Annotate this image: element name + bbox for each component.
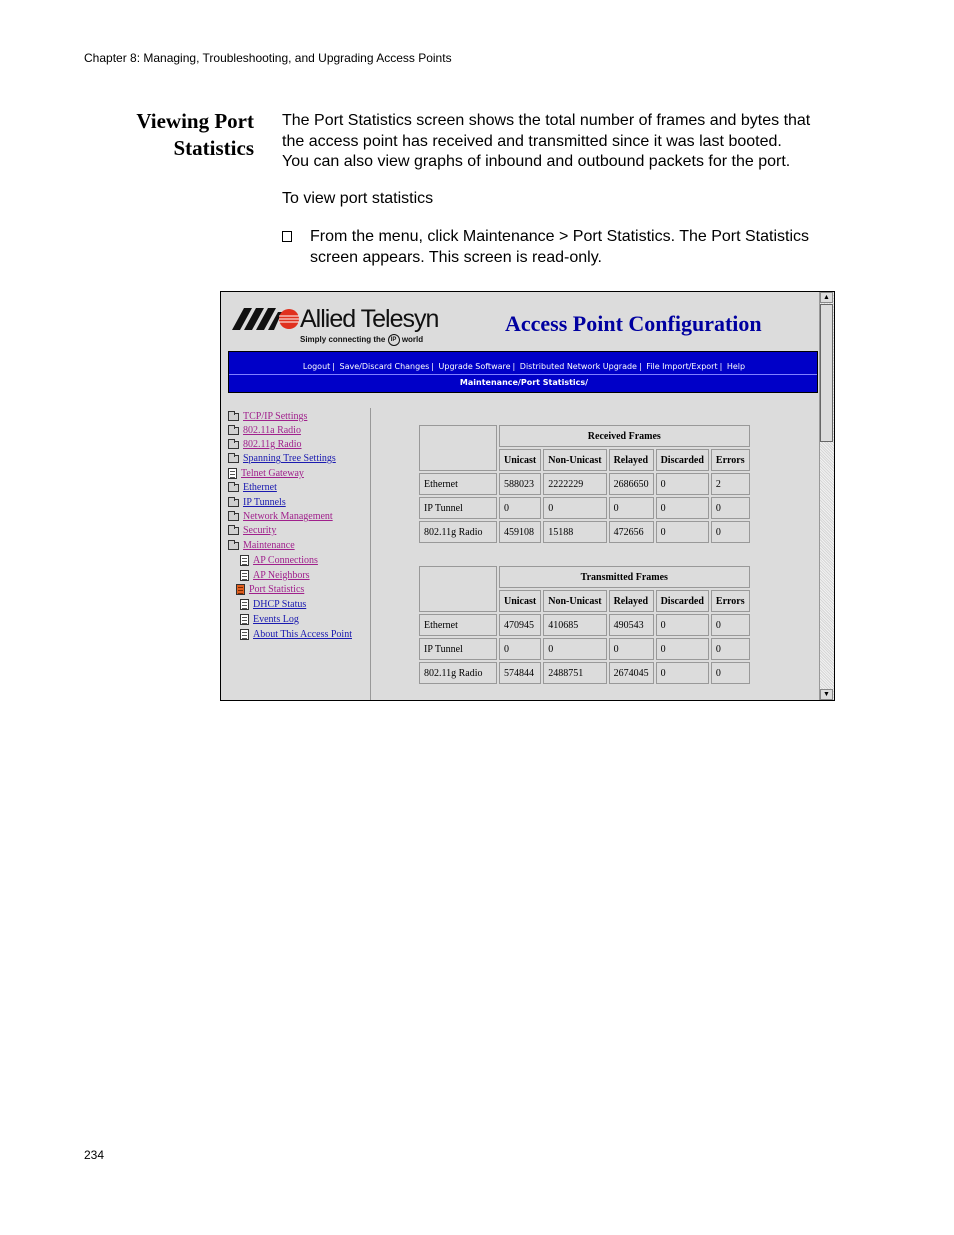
table-header-row xyxy=(419,566,750,588)
document-icon xyxy=(240,555,249,566)
table-cell: 2488751 xyxy=(543,662,606,684)
procedure-step xyxy=(282,227,844,268)
table-cell: 470945 xyxy=(499,614,541,636)
table-cell: 410685 xyxy=(543,614,606,636)
column-header: Relayed xyxy=(609,590,654,612)
table-cell: 0 xyxy=(656,638,709,660)
navigation-tree xyxy=(228,408,371,700)
tree-item-ip-tunnels[interactable] xyxy=(228,496,286,510)
tree-item-label[interactable]: 802.11g Radio xyxy=(243,439,302,450)
tree-item-label[interactable]: AP Neighbors xyxy=(253,570,310,581)
table-row xyxy=(419,662,750,684)
column-header: Non-Unicast xyxy=(543,590,606,612)
table-cell: 459108 xyxy=(499,521,541,543)
folder-icon xyxy=(228,427,239,435)
row-label: 802.11g Radio xyxy=(419,662,497,684)
intro-line: You can also view graphs of inbound and outbound packets for the port. xyxy=(282,153,791,170)
column-header: Discarded xyxy=(656,590,709,612)
table-cell: 588023 xyxy=(499,473,541,495)
table-cell: 2222229 xyxy=(543,473,606,495)
tree-item-port-statistics[interactable] xyxy=(236,583,304,597)
folder-icon xyxy=(228,413,239,421)
tree-item-ap-connections[interactable] xyxy=(240,554,318,568)
tagline-text: Simply connecting the xyxy=(300,335,386,345)
chapter-header: Chapter 8: Managing, Troubleshooting, and Upgrading Access Points xyxy=(84,51,452,65)
tree-item-ap-neighbors[interactable] xyxy=(240,569,310,583)
table-cell: 0 xyxy=(711,638,750,660)
scroll-thumb[interactable] xyxy=(820,304,833,442)
folder-icon xyxy=(228,527,239,535)
table-row xyxy=(419,473,750,495)
table-cell: 15188 xyxy=(543,521,606,543)
tree-item-telnet-gateway[interactable] xyxy=(228,467,304,481)
banner xyxy=(226,295,820,351)
table-cell: 0 xyxy=(711,521,750,543)
brand-name: Allied Telesyn xyxy=(300,305,439,333)
column-header: Unicast xyxy=(499,449,541,471)
column-header: Errors xyxy=(711,590,750,612)
table-cell: 0 xyxy=(711,662,750,684)
document-icon xyxy=(240,614,249,625)
tree-item-network-management[interactable] xyxy=(228,510,333,524)
table-title: Transmitted Frames xyxy=(499,566,750,588)
table-row xyxy=(419,614,750,636)
row-label: 802.11g Radio xyxy=(419,521,497,543)
tagline-text: world xyxy=(401,335,424,345)
table-cell: 472656 xyxy=(609,521,654,543)
table-cell: 0 xyxy=(609,638,654,660)
tree-item-label[interactable]: Telnet Gateway xyxy=(241,468,304,479)
table-cell: 0 xyxy=(609,497,654,519)
step-line: From the menu, click Maintenance > Port Statistics. The Port Statistics xyxy=(310,228,810,245)
tree-item-events-log[interactable] xyxy=(240,613,299,627)
intro-line: the access point has received and transmitted since it was last booted. xyxy=(282,132,782,150)
table-title: Received Frames xyxy=(499,425,750,447)
row-label: Ethernet xyxy=(419,614,497,636)
port-statistics-screenshot xyxy=(220,291,835,701)
tree-item-80211a-radio[interactable] xyxy=(228,424,301,438)
table-cell: 490543 xyxy=(609,614,654,636)
received-frames-table xyxy=(417,423,752,545)
row-label: IP Tunnel xyxy=(419,497,497,519)
table-header-row xyxy=(419,425,750,447)
tree-item-label[interactable]: Ethernet xyxy=(243,482,277,493)
tree-item-security[interactable] xyxy=(228,524,276,538)
tree-item-label[interactable]: IP Tunnels xyxy=(243,497,286,508)
brand-tagline xyxy=(300,334,423,346)
nav-link-distributed-upgrade[interactable]: Distributed Network Upgrade xyxy=(519,362,637,371)
document-icon xyxy=(240,599,249,610)
nav-link-help[interactable]: Help xyxy=(726,362,746,371)
table-cell: 0 xyxy=(499,638,541,660)
allied-telesyn-logo-icon xyxy=(232,308,300,330)
table-cell: 0 xyxy=(711,614,750,636)
tree-item-about[interactable] xyxy=(240,628,352,642)
page-number: 234 xyxy=(84,1148,105,1162)
table-cell: 0 xyxy=(499,497,541,519)
table-cell: 0 xyxy=(656,473,709,495)
nav-link-logout[interactable]: Logout xyxy=(302,362,331,371)
scroll-up-icon[interactable]: ▲ xyxy=(820,292,833,303)
breadcrumb: Maintenance/Port Statistics/ xyxy=(459,378,589,387)
step-line: screen appears. This screen is read-only. xyxy=(310,248,602,266)
navigation-bar xyxy=(228,351,818,393)
tree-item-ethernet[interactable] xyxy=(228,481,277,495)
row-label: IP Tunnel xyxy=(419,638,497,660)
column-header: Discarded xyxy=(656,449,709,471)
folder-icon xyxy=(228,484,239,492)
tree-item-spanning-tree[interactable] xyxy=(228,452,336,466)
browser-viewport xyxy=(226,295,820,700)
tree-item-label[interactable]: TCP/IP Settings xyxy=(243,411,308,422)
scroll-down-icon[interactable]: ▼ xyxy=(820,689,833,700)
nav-link-save-discard[interactable]: Save/Discard Changes xyxy=(339,362,430,371)
document-icon xyxy=(240,570,249,581)
vertical-scrollbar[interactable] xyxy=(819,292,834,700)
document-icon xyxy=(228,468,237,479)
table-row xyxy=(419,521,750,543)
nav-link-upgrade-software[interactable]: Upgrade Software xyxy=(438,362,511,371)
section-heading-line: Viewing Port xyxy=(136,109,254,133)
section-heading-line: Statistics xyxy=(173,136,254,160)
tree-item-label[interactable]: 802.11a Radio xyxy=(243,425,301,436)
folder-icon xyxy=(228,441,239,449)
checkbox-bullet-icon xyxy=(282,231,292,242)
tree-item-label[interactable]: Events Log xyxy=(253,614,299,625)
tree-item-80211g-radio[interactable] xyxy=(228,438,302,452)
table-cell: 0 xyxy=(711,497,750,519)
table-cell: 2686650 xyxy=(609,473,654,495)
folder-icon xyxy=(228,455,239,463)
tree-item-maintenance[interactable] xyxy=(228,539,295,553)
column-header: Errors xyxy=(711,449,750,471)
table-cell: 0 xyxy=(543,497,606,519)
nav-divider xyxy=(229,374,817,375)
column-header: Non-Unicast xyxy=(543,449,606,471)
table-cell: 0 xyxy=(656,614,709,636)
tree-item-label[interactable]: Network Management xyxy=(243,511,333,522)
transmitted-frames-table xyxy=(417,564,752,686)
ip-circle-icon: IP xyxy=(388,334,400,346)
tree-item-dhcp-status[interactable] xyxy=(240,598,306,612)
table-corner xyxy=(419,425,497,471)
table-row xyxy=(419,497,750,519)
document-icon xyxy=(236,584,245,595)
tree-item-label[interactable]: AP Connections xyxy=(253,555,318,566)
table-cell: 0 xyxy=(656,521,709,543)
tree-item-label[interactable]: Maintenance xyxy=(243,540,295,551)
table-cell: 0 xyxy=(656,662,709,684)
column-header: Unicast xyxy=(499,590,541,612)
open-folder-icon xyxy=(228,542,239,550)
column-header: Relayed xyxy=(609,449,654,471)
app-title: Access Point Configuration xyxy=(505,311,762,336)
table-cell: 0 xyxy=(656,497,709,519)
document-icon xyxy=(240,629,249,640)
table-cell: 2 xyxy=(711,473,750,495)
section-heading xyxy=(90,108,254,162)
nav-link-file-import-export[interactable]: File Import/Export xyxy=(646,362,718,371)
nav-links: Logout | Save/Discard Changes | Upgrade Software | Distributed Network Upgrade | File Import/Export | Help xyxy=(302,362,746,371)
folder-icon xyxy=(228,499,239,507)
row-label: Ethernet xyxy=(419,473,497,495)
table-row xyxy=(419,638,750,660)
tree-item-label[interactable]: DHCP Status xyxy=(253,599,307,610)
tree-item-tcpip-settings[interactable] xyxy=(228,410,307,424)
table-cell: 574844 xyxy=(499,662,541,684)
tree-item-label[interactable]: Spanning Tree Settings xyxy=(243,453,336,464)
table-corner xyxy=(419,566,497,612)
procedure-title: To view port statistics xyxy=(282,190,434,207)
folder-icon xyxy=(228,513,239,521)
intro-paragraph xyxy=(282,111,844,173)
tree-item-label[interactable]: About This Access Point xyxy=(253,629,352,640)
intro-line: The Port Statistics screen shows the total number of frames and bytes that xyxy=(282,112,811,129)
table-cell: 2674045 xyxy=(609,662,654,684)
table-cell: 0 xyxy=(543,638,606,660)
tree-item-label[interactable]: Port Statistics xyxy=(249,584,305,595)
tree-item-label[interactable]: Security xyxy=(243,525,277,536)
